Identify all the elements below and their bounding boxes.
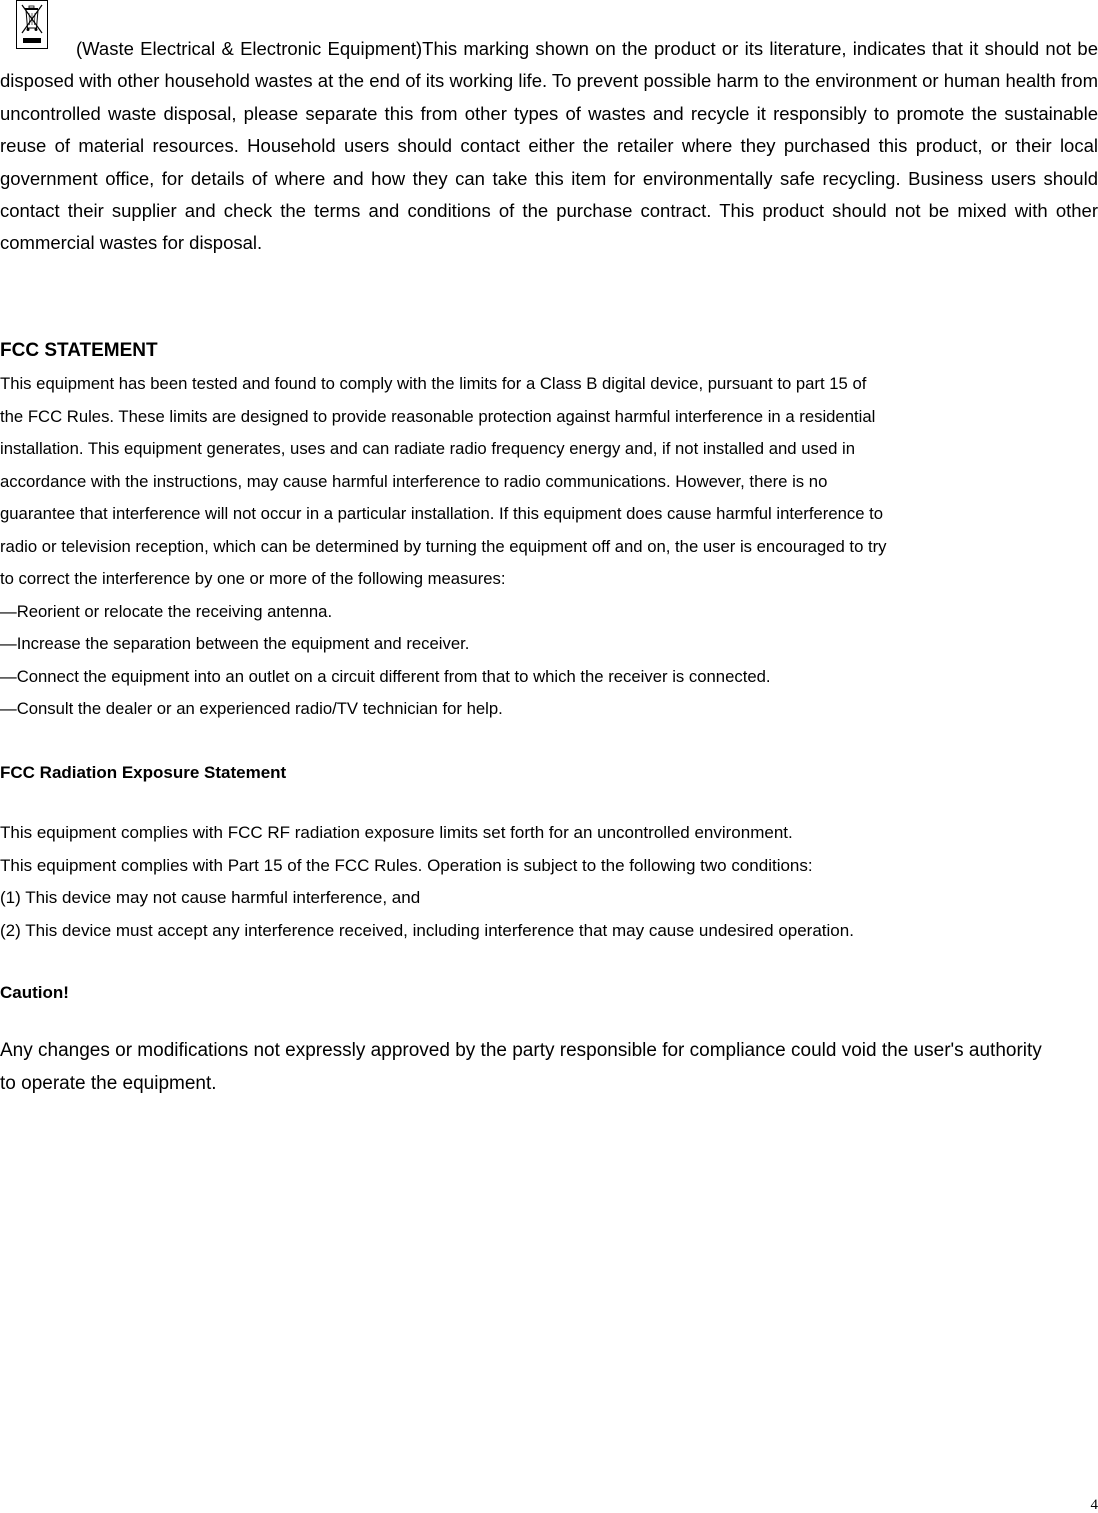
weee-disposal-paragraph: (Waste Electrical & Electronic Equipment)This marking shown on the product or its literature, indicates that it should not be disposed with other household wastes at the end of its working life. To prevent possible harm to the environment or human health from uncontrolled waste disposal, please separate this from other types of wastes and recycle it responsibly to promote the sustainable reuse of material resources. Household users should contact either the retailer where they purchased this product, or their local government office, for details of where and how they can take this item for environmentally safe recycling. Business users should contact their supplier and check the terms and conditions of the purchase contract. This product should not be mixed with other commercial wastes for disposal. [0,38,1098,254]
fcc-line: guarantee that interference will not occur in a particular installation. If this equipment does cause harmful interference to [0,504,884,523]
caution-text: Any changes or modifications not expressly approved by the party responsible for compliance could void the user's authority to operate the equipment. [0,1040,1042,1094]
fcc-line: to correct the interference by one or more of the following measures: [0,569,506,588]
fcc-measure-item: —Connect the equipment into an outlet on a circuit different from that to which the receiver is connected. [0,666,771,686]
radiation-line: This equipment complies with Part 15 of the FCC Rules. Operation is subject to the following two conditions: [0,855,813,875]
fcc-line: radio or television reception, which can be determined by turning the equipment off and on, the user is encouraged to try [0,536,887,556]
fcc-statement-body [0,368,1098,726]
radiation-condition: (2) This device must accept any interference received, including interference that may cause undesired operation. [0,920,854,940]
radiation-line: This equipment complies with FCC RF radiation exposure limits set forth for an uncontrolled environment. [0,823,793,842]
fcc-line: This equipment has been tested and found to comply with the limits for a Class B digital device, pursuant to part 15 of [0,374,867,393]
fcc-radiation-body [0,817,1098,947]
fcc-line: accordance with the instructions, may cause harmful interference to radio communications. However, there is no [0,471,828,491]
fcc-radiation-heading: FCC Radiation Exposure Statement [0,763,287,782]
fcc-measure-item: —Consult the dealer or an experienced radio/TV technician for help. [0,699,503,718]
radiation-condition: (1) This device may not cause harmful interference, and [0,888,421,907]
fcc-line: the FCC Rules. These limits are designed to provide reasonable protection against harmful interference in a residential [0,406,876,426]
fcc-measure-item: —Reorient or relocate the receiving antenna. [0,601,333,621]
caution-heading: Caution! [0,983,69,1002]
fcc-statement-heading: FCC STATEMENT [0,340,158,361]
page-number: 4 [1090,1497,1098,1513]
fcc-line: installation. This equipment generates, uses and can radiate radio frequency energy and, if not installed and used in [0,439,856,458]
fcc-measure-item: —Increase the separation between the equipment and receiver. [0,634,470,653]
